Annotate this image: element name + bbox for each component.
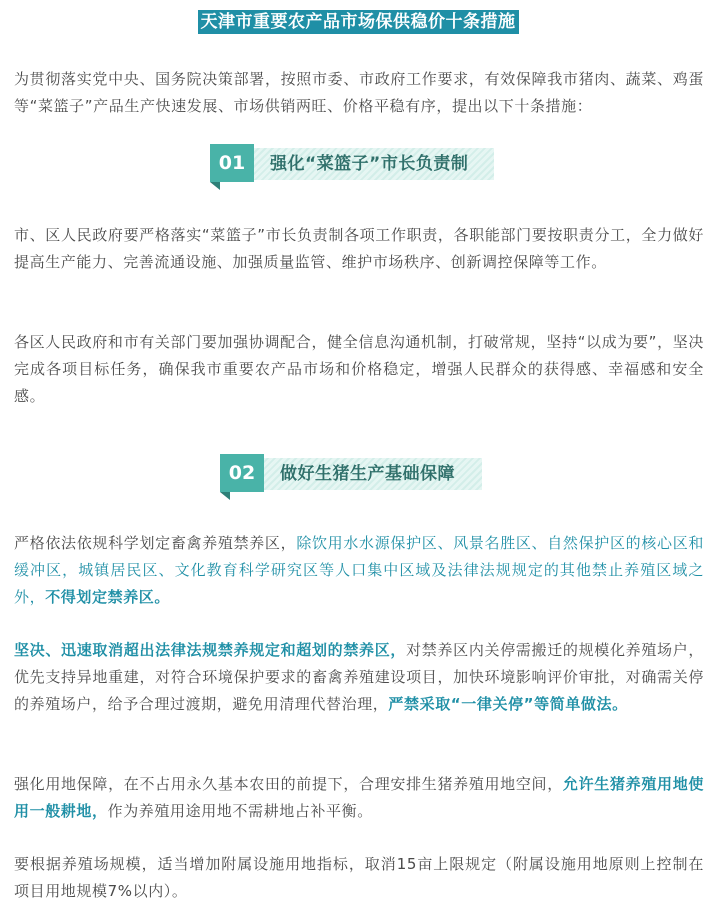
p2-normal-text: 对禁养区内关停需搬迁的规模化养殖场户，优先支持异地重建，对符合环境保护要求的畜禽养殖建设项目，加快环境影响评价审批，对确需关停的养殖场户，给予合理过渡期，避免用清理代替治理， xyxy=(14,641,704,713)
p2-emphasis-text: 坚决、迅速取消超出法律法规禁养规定和超划的禁养区， xyxy=(14,641,407,659)
intro-paragraph: 为贯彻落实党中央、国务院决策部署，按照市委、市政府工作要求，有效保障我市猪肉、蔬菜、鸡蛋等“菜篮子”产品生产快速发展、市场供销两旺、价格平稳有序，提出以下十条措施： xyxy=(14,70,704,115)
section-02-bar xyxy=(264,458,482,490)
section-02-fold-shape xyxy=(220,492,230,500)
section-01-bar xyxy=(254,148,494,180)
section-02-header xyxy=(220,454,482,500)
p3-emphasis-text: 允许生猪养殖用地使用一般耕地， xyxy=(14,775,704,820)
p1-highlight-text: 除饮用水水源保护区、风景名胜区、自然保护区的核心区和缓冲区，城镇居民区、文化教育科学研究区等人口集中区域及法律法规规定的其他禁止养殖区域之外， xyxy=(14,534,704,606)
p1-normal-text: 严格依法依规科学划定畜禽养殖禁养区， xyxy=(14,534,297,552)
title-wrap xyxy=(0,10,716,34)
section-02-heading: 做好生猪生产基础保障 xyxy=(280,464,455,484)
section-02-paragraph-3 xyxy=(14,771,704,825)
section-02-paragraph-4: 要根据养殖场规模，适当增加附属设施用地指标，取消15亩上限规定（附属设施用地原则上控制在项目用地规模7%以内）。 xyxy=(14,855,704,900)
section-01-paragraph-1: 市、区人民政府要严格落实“菜篮子”市长负责制各项工作职责，各职能部门要按职责分工，全力做好提高生产能力、完善流通设施、加强质量监管、维护市场秩序、创新调控保障等工作。 xyxy=(14,226,704,271)
section-01-heading: 强化“菜篮子”市长负责制 xyxy=(270,154,469,174)
section-01-fold-shape xyxy=(210,182,220,190)
section-01-number: 01 xyxy=(210,144,254,182)
p3-normal-text: 强化用地保障，在不占用永久基本农田的前提下，合理安排生猪养殖用地空间， xyxy=(14,775,563,793)
p2-emphasis-end: 严禁采取“一律关停”等简单做法。 xyxy=(388,695,628,713)
p1-emphasis-text: 不得划定禁养区。 xyxy=(45,588,171,606)
section-01-header xyxy=(210,144,494,190)
section-02-paragraph-2 xyxy=(14,637,704,718)
p3-normal-end: 作为养殖用途用地不需耕地占补平衡。 xyxy=(107,802,373,820)
page-title: 天津市重要农产品市场保供稳价十条措施 xyxy=(198,10,519,34)
section-01-paragraph-2: 各区人民政府和市有关部门要加强协调配合，健全信息沟通机制，打破常规，坚持“以成为要”，坚决完成各项目标任务，确保我市重要农产品市场和价格稳定，增强人民群众的获得感、幸福感和安全感。 xyxy=(14,333,704,405)
section-02-number: 02 xyxy=(220,454,264,492)
section-02-paragraph-1 xyxy=(14,530,704,611)
